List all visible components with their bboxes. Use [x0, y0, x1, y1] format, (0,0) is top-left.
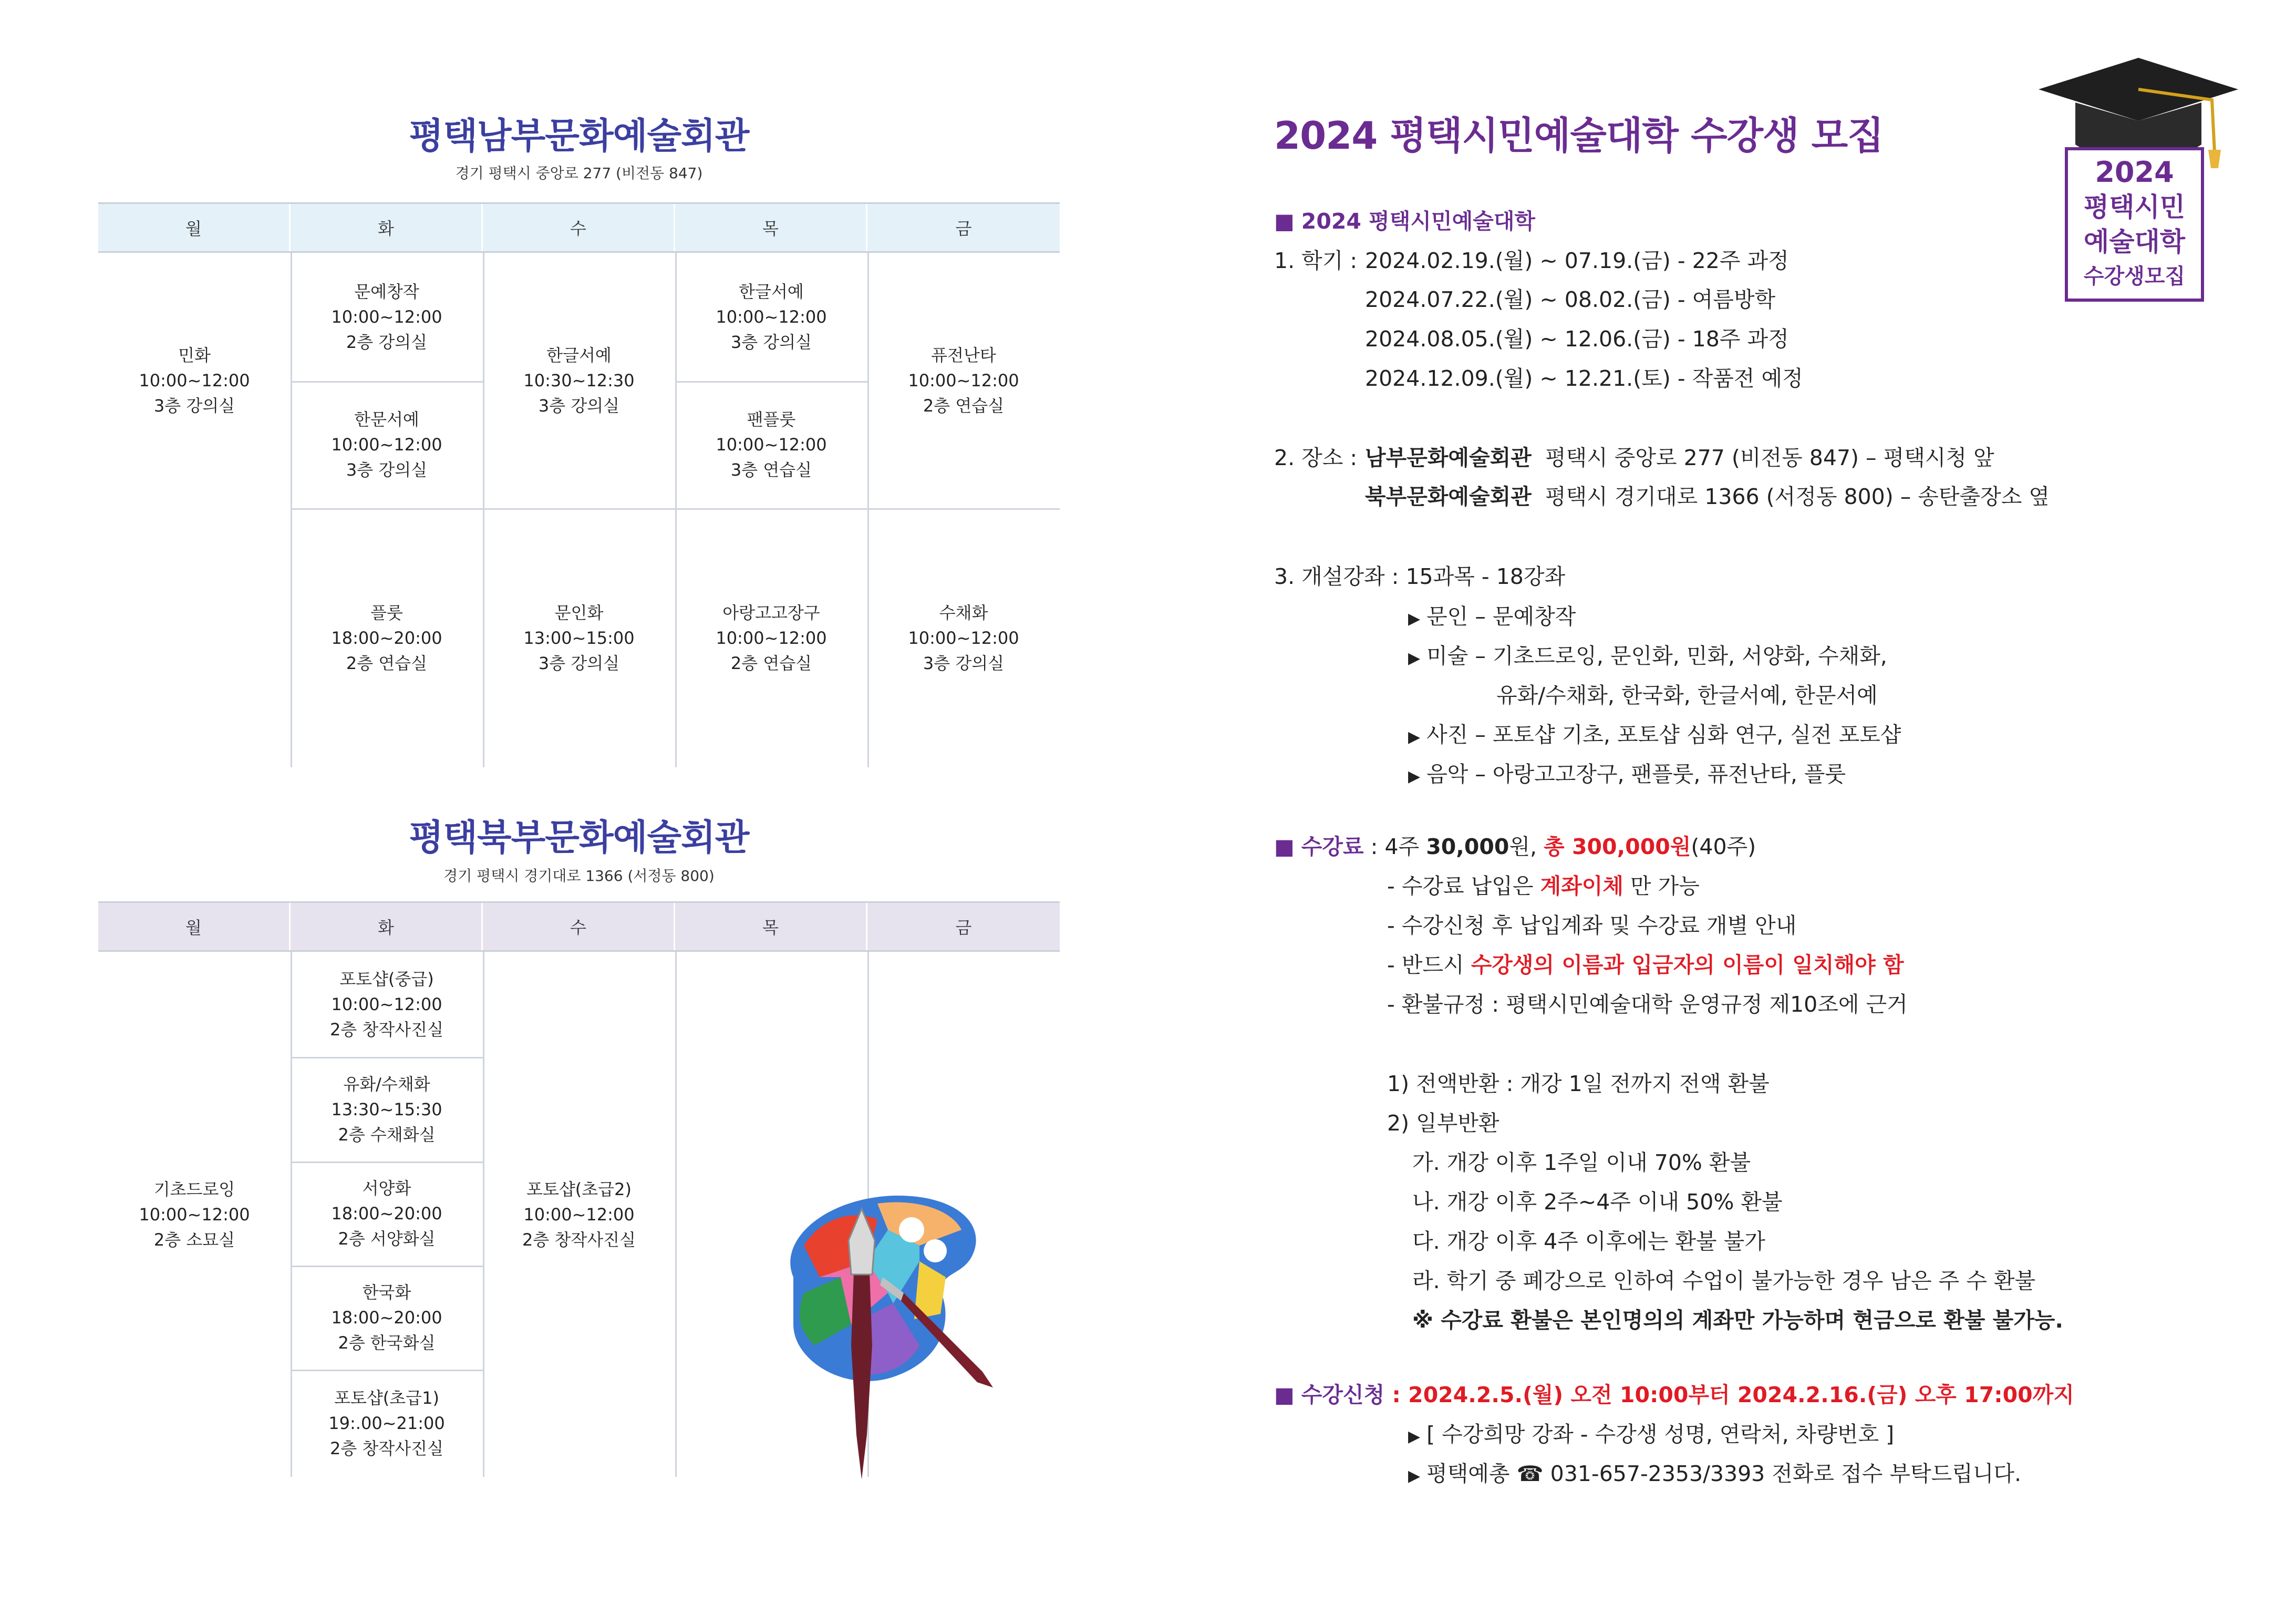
day-tue: 화: [291, 903, 483, 950]
fee-note: - 수강료 납입은 계좌이체 만 가능: [1387, 873, 1700, 899]
badge-line2: 예술대학: [2083, 227, 2186, 257]
fee-line: ■ 수강료 : 4주 30,000원, 총 300,000원(40주): [1274, 834, 1756, 859]
class-cell: 문인화 13:00~15:00 3층 강의실: [523, 602, 635, 673]
north-day-header: [98, 901, 1060, 952]
term-line: 2024.02.19.(월) ~ 07.19.(금) - 22주 과정: [1365, 248, 1789, 273]
arrow-right-icon: ▶: [1408, 1467, 1421, 1485]
day-mon: 월: [98, 903, 291, 950]
place-line: 북부문화예술회관 평택시 경기대로 1366 (서정동 800) – 송탄출장소 옆: [1365, 484, 2050, 509]
class-cell: 한글서예 10:30~12:30 3층 강의실: [523, 345, 635, 416]
day-tue: 화: [291, 204, 483, 251]
north-venue-address: 경기 평택시 경기대로 1366 (서정동 800): [443, 867, 715, 885]
refund-line: 라. 학기 중 폐강으로 인하여 수업이 불가능한 경우 남은 주 수 환불: [1412, 1268, 2036, 1293]
badge-line3: 수강생모집: [2083, 264, 2186, 289]
place-line: 남부문화예술회관 평택시 중앙로 277 (비전동 847) – 평택시청 앞: [1365, 445, 1994, 470]
class-cell: 수채화 10:00~12:00 3층 강의실: [908, 602, 1019, 673]
paint-palette-icon: [762, 1188, 1025, 1482]
refund-line: 2) 일부반환: [1387, 1111, 1499, 1136]
refund-line: 1) 전액반환 : 개강 1일 전까지 전액 환불: [1387, 1071, 1770, 1096]
term-line: 2024.08.05.(월) ~ 12.06.(금) - 18주 과정: [1365, 326, 1789, 352]
north-venue-title: 평택북부문화예술회관: [409, 817, 749, 859]
course-line: ▶ 미술 – 기초드로잉, 문인화, 민화, 서양화, 수채화,: [1408, 641, 1887, 673]
south-timetable: [98, 202, 1060, 767]
arrow-right-icon: ▶: [1408, 649, 1421, 667]
recruit-badge: [2065, 147, 2204, 302]
term-line: 2024.12.09.(월) ~ 12.21.(토) - 작품전 예정: [1365, 366, 1803, 391]
day-wed: 수: [483, 204, 675, 251]
term-label: 1. 학기 :: [1274, 248, 1358, 273]
class-cell: 포토샵(초급2) 10:00~12:00 2층 창작사진실: [522, 1179, 636, 1250]
arrow-right-icon: ▶: [1408, 1427, 1421, 1446]
place-label: 2. 장소 :: [1274, 445, 1358, 470]
square-bullet-icon: ■: [1274, 1382, 1295, 1407]
square-bullet-icon: ■: [1274, 834, 1295, 859]
fee-note: - 반드시 수강생의 이름과 입금자의 이름이 일치해야 함: [1387, 952, 1904, 978]
grid-line: [675, 952, 677, 1477]
refund-note: ※ 수강료 환불은 본인명의의 계좌만 가능하며 현금으로 환불 불가능.: [1412, 1308, 2063, 1333]
courses-label: 3. 개설강좌 : 15과목 - 18강좌: [1274, 564, 1566, 589]
class-cell: 팬플룻 10:00~12:00 3층 연습실: [716, 409, 827, 480]
course-line: ▶ 음악 – 아랑고고장구, 팬플룻, 퓨전난타, 플룻: [1408, 759, 1846, 791]
class-cell: 퓨전난타 10:00~12:00 2층 연습실: [908, 345, 1019, 416]
day-wed: 수: [483, 903, 675, 950]
recruit-title: 2024 평택시민예술대학 수강생 모집: [1274, 114, 1884, 158]
class-cell: 플룻 18:00~20:00 2층 연습실: [331, 602, 442, 673]
class-cell: 유화/수채화 13:30~15:30 2층 수채화실: [331, 1074, 442, 1145]
class-cell: 민화 10:00~12:00 3층 강의실: [139, 345, 250, 416]
term-line: 2024.07.22.(월) ~ 08.02.(금) - 여름방학: [1365, 287, 1776, 312]
refund-line: 다. 개강 이후 4주 이후에는 환불 불가: [1412, 1229, 1765, 1254]
class-cell: 기초드로잉 10:00~12:00 2층 소묘실: [139, 1179, 250, 1250]
course-line: ▶ 문인 – 문예창작: [1408, 602, 1576, 634]
class-cell: 포토샵(중급) 10:00~12:00 2층 창작사진실: [329, 969, 443, 1040]
refund-line: 나. 개강 이후 2주~4주 이내 50% 환불: [1412, 1189, 1783, 1215]
refund-line: 가. 개강 이후 1주일 이내 70% 환불: [1412, 1150, 1751, 1175]
arrow-right-icon: ▶: [1408, 767, 1421, 786]
class-cell: 한글서예 10:00~12:00 3층 강의실: [716, 282, 827, 352]
apply-item: ▶ [ 수강희망 강좌 - 수강생 성명, 연락처, 차량번호 ]: [1408, 1420, 1894, 1452]
apply-item: ▶ 평택예총 ☎ 031-657-2353/3393 전화로 접수 부탁드립니다.: [1408, 1459, 2021, 1491]
day-mon: 월: [98, 204, 291, 251]
south-day-header: [98, 202, 1060, 253]
class-cell: 한국화 18:00~20:00 2층 한국화실: [331, 1282, 442, 1353]
day-fri: 금: [955, 219, 972, 239]
badge-line1: 평택시민: [2083, 192, 2186, 222]
apply-line: ■ 수강신청 : 2024.2.5.(월) 오전 10:00부터 2024.2.16.(금) 오후 17:00까지: [1274, 1382, 2074, 1407]
course-line: 유화/수채화, 한국화, 한글서예, 한문서예: [1496, 683, 1878, 708]
course-line: ▶ 사진 – 포토샵 기초, 포토샵 심화 연구, 실전 포토샵: [1408, 720, 1901, 752]
day-thu: 목: [675, 903, 867, 950]
fee-note: - 환불규정 : 평택시민예술대학 운영규정 제10조에 근거: [1387, 992, 1908, 1017]
class-cell: 아랑고고장구 10:00~12:00 2층 연습실: [716, 602, 827, 673]
section-heading: ■ 2024 평택시민예술대학: [1274, 209, 1536, 234]
fee-note: - 수강신청 후 납입계좌 및 수강료 개별 안내: [1387, 913, 1797, 938]
south-venue-title: 평택남부문화예술회관: [409, 116, 749, 157]
class-cell: 서양화 18:00~20:00 2층 서양화실: [331, 1178, 442, 1249]
class-cell: 한문서예 10:00~12:00 3층 강의실: [331, 409, 442, 480]
class-cell: 포토샵(초급1) 19:.00~21:00 2층 창작사진실: [328, 1388, 445, 1458]
badge-year: 2024: [2095, 156, 2174, 189]
south-venue-address: 경기 평택시 중앙로 277 (비전동 847): [455, 165, 703, 182]
day-thu: 목: [675, 204, 867, 251]
arrow-right-icon: ▶: [1408, 728, 1421, 746]
class-cell: 문예창작 10:00~12:00 2층 강의실: [331, 282, 442, 352]
square-bullet-icon: ■: [1274, 209, 1295, 234]
arrow-right-icon: ▶: [1408, 610, 1421, 628]
day-fri: 금: [955, 918, 972, 938]
